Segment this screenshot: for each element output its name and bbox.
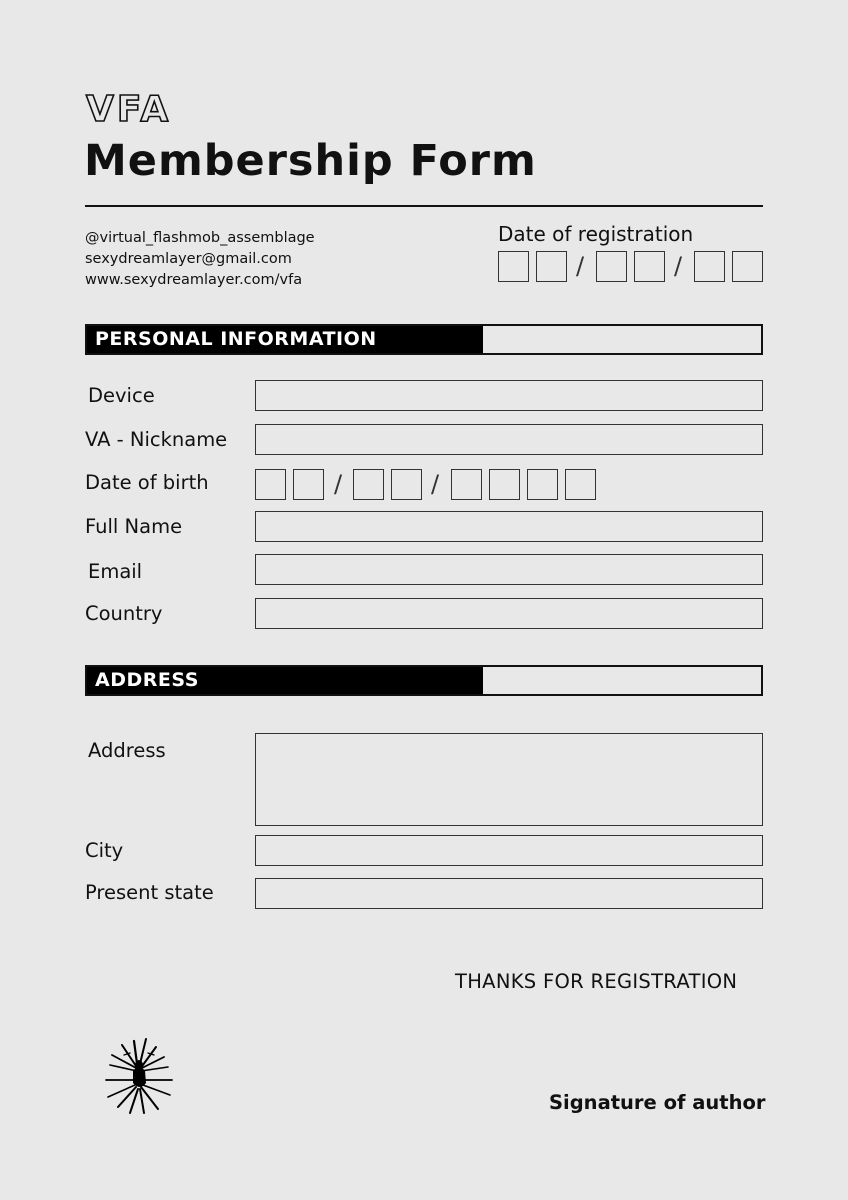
device-label: Device — [88, 384, 155, 407]
dob-label: Date of birth — [85, 471, 209, 494]
contact-website: www.sexydreamlayer.com/vfa — [85, 272, 303, 288]
email-label: Email — [88, 560, 143, 583]
reg-year-digit-2[interactable] — [732, 251, 763, 282]
full-name-field[interactable] — [255, 511, 763, 542]
brand-logo-text: VFA — [86, 89, 172, 130]
present-state-field[interactable] — [255, 878, 763, 909]
email-field[interactable] — [255, 554, 763, 585]
reg-date-separator: / — [674, 252, 683, 280]
thanks-message: THANKS FOR REGISTRATION — [455, 970, 738, 993]
dob-separator: / — [431, 470, 440, 498]
reg-day-digit-2[interactable] — [536, 251, 567, 282]
dob-month-digit-1[interactable] — [353, 469, 384, 500]
reg-day-digit-1[interactable] — [498, 251, 529, 282]
address-heading: ADDRESS — [87, 667, 483, 694]
nickname-label: VA - Nickname — [85, 428, 228, 451]
device-field[interactable] — [255, 380, 763, 411]
address-label: Address — [88, 739, 166, 762]
contact-handle: @virtual_flashmob_assemblage — [85, 230, 315, 246]
contact-info — [85, 228, 315, 291]
country-field[interactable] — [255, 598, 763, 629]
dob-year-digit-4[interactable] — [565, 469, 596, 500]
reg-month-digit-1[interactable] — [596, 251, 627, 282]
page-title: Membership Form — [84, 136, 537, 186]
city-field[interactable] — [255, 835, 763, 866]
tree-figure-icon — [100, 1035, 180, 1119]
dob-day-digit-1[interactable] — [255, 469, 286, 500]
address-section-header — [85, 665, 763, 696]
present-state-label: Present state — [85, 881, 214, 904]
address-textarea[interactable] — [255, 733, 763, 826]
nickname-field[interactable] — [255, 424, 763, 455]
reg-year-digit-1[interactable] — [694, 251, 725, 282]
header-divider — [85, 205, 763, 207]
personal-info-section-header — [85, 324, 763, 355]
registration-date-label: Date of registration — [498, 222, 694, 246]
signature-label: Signature of author — [549, 1091, 766, 1114]
city-label: City — [85, 839, 124, 862]
country-label: Country — [85, 602, 163, 625]
reg-month-digit-2[interactable] — [634, 251, 665, 282]
contact-email: sexydreamlayer@gmail.com — [85, 251, 292, 267]
dob-year-digit-2[interactable] — [489, 469, 520, 500]
personal-info-heading: PERSONAL INFORMATION — [87, 326, 483, 353]
dob-separator: / — [334, 470, 343, 498]
dob-month-digit-2[interactable] — [391, 469, 422, 500]
dob-year-digit-3[interactable] — [527, 469, 558, 500]
full-name-label: Full Name — [85, 515, 183, 538]
dob-day-digit-2[interactable] — [293, 469, 324, 500]
dob-year-digit-1[interactable] — [451, 469, 482, 500]
reg-date-separator: / — [576, 252, 585, 280]
